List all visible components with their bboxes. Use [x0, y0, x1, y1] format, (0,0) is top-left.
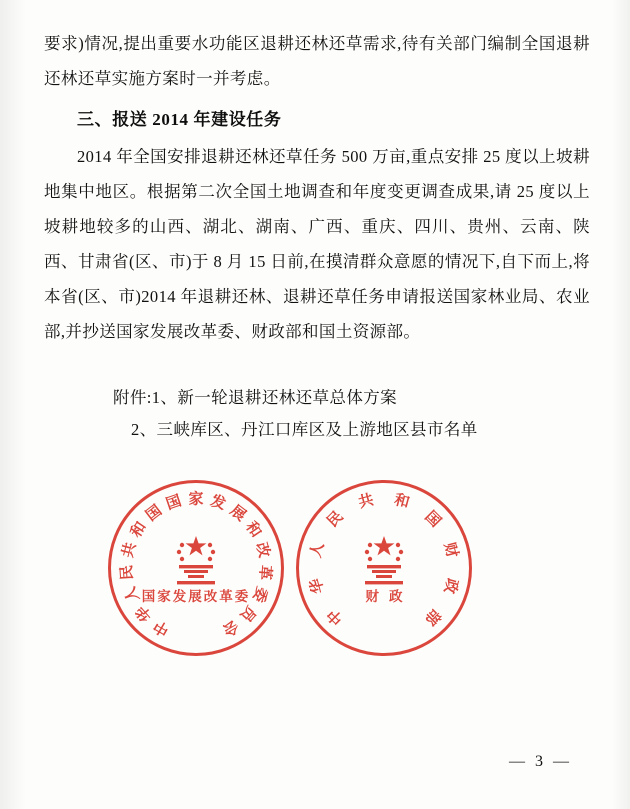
attachment-item-2: 2、三峡库区、丹江口库区及上游地区县市名单	[131, 420, 478, 439]
seal-ndrc-arc-text: 中 华 人 民 共 和 国 国 家 发 展 和 改 革 委 员 会	[119, 491, 273, 639]
section-heading: 三、报送 2014 年建设任务	[77, 110, 282, 129]
attachment-item-1: 附件:1、新一轮退耕还林还草总体方案	[113, 388, 398, 407]
attachment-list	[113, 382, 583, 446]
seal-ndrc	[108, 480, 284, 656]
document-body	[44, 26, 590, 350]
national-emblem-icon	[165, 532, 227, 590]
paragraph-continued: 要求)情况,提出重要水功能区退耕还林还草需求,待有关部门编制全国退耕还林还草实施方案时一并考虑。	[44, 34, 590, 88]
seal-mof-label: 财政	[365, 589, 413, 604]
seal-mof	[296, 480, 472, 656]
seal-mof-arc-text: 中 华 人 民 共 和 国 财 政 部	[308, 492, 460, 628]
page-number: — 3 —	[509, 753, 572, 770]
seal-ndrc-label: 国家发展改革委	[141, 589, 251, 604]
seal-group	[0, 478, 630, 668]
section-body-paragraph: 2014 年全国安排退耕还林还草任务 500 万亩,重点安排 25 度以上坡耕地集中地区。根据第二次全国土地调查和年度变更调查成果,请 25 度以上坡耕地较多的山西、湖北、湖南、广西、重庆、四川、贵州、云南、陕西、甘肃省(区、市)于 8 月 15 日前,在摸清群众意愿的情况下,自下而上,将本省(区、市)2014 年退耕还林、退耕还草任务申请报送国家林业局、农业部,并抄送国家发展改革委、财政部和国土资源部。	[44, 147, 590, 341]
national-emblem-icon	[353, 532, 415, 590]
